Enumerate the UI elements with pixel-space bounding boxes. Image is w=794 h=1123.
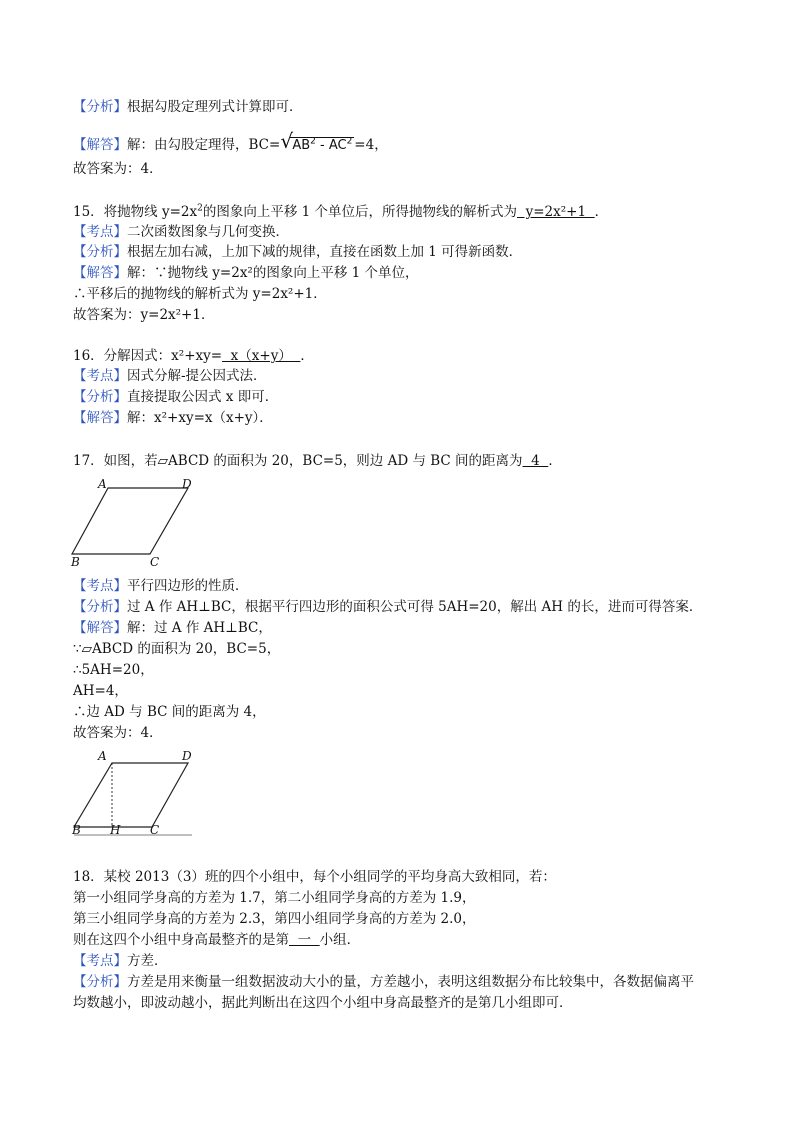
q15-exp: 2: [197, 203, 203, 214]
analysis-tag: 【分析】: [73, 389, 127, 405]
fig1-label-a: A: [98, 477, 107, 491]
fig1-label-c: C: [150, 555, 160, 569]
q16-stem-end: ．: [300, 348, 314, 364]
answer-tag: 【解答】: [73, 410, 127, 426]
q16-answer-line: [73, 409, 273, 427]
q15-stem-pre: 15．将抛物线 y=2x: [73, 204, 198, 220]
q17-blank: 4: [522, 453, 549, 469]
parallelogram-abcd-2: [74, 763, 188, 827]
q14-answer-pre: 解：由勾股定理得，BC=: [127, 137, 281, 153]
q17-topic-line: [73, 577, 249, 595]
exponent-b: 2: [346, 136, 353, 147]
q15-stem-end: ．: [594, 204, 609, 220]
q16-stem: [73, 347, 314, 365]
q17-ans4: AH=4，: [73, 683, 128, 699]
exponent-a: 2: [310, 136, 316, 147]
fig1-label-d: D: [182, 477, 192, 491]
q15-analysis: 根据左加右减，上加下减的规律，直接在函数上加 1 可得新函数．: [127, 244, 523, 260]
q14-answer-line: [73, 129, 388, 155]
parallelogram-figure-2: [68, 746, 198, 840]
fig2-label-h: H: [110, 823, 121, 837]
q18-line4: [73, 931, 360, 949]
analysis-tag: 【分析】: [73, 974, 127, 990]
analysis-tag: 【分析】: [73, 244, 127, 260]
radical-sign-icon: √: [280, 129, 294, 153]
q18-topic-line: [73, 952, 168, 970]
q18-line4-pre: 则在这四个小组中身高最整齐的是第: [73, 932, 289, 948]
q16-topic: 因式分解-提公因式法．: [127, 368, 267, 384]
q17-ans1: 解：过 A 作 AH⊥BC，: [127, 620, 272, 636]
q17-stem-end: ．: [548, 453, 562, 469]
radicand-a: AB: [292, 138, 311, 153]
q17-topic: 平行四边形的性质．: [127, 578, 249, 594]
q14-answer-post: =4，: [354, 137, 388, 153]
q18-line1: 18．某校 2013（3）班的四个小组中，每个小组同学的平均身高大致相同，若：: [73, 869, 556, 885]
parallelogram-abcd: [72, 488, 188, 554]
q15-topic-line: [73, 223, 289, 241]
fig1-label-b: B: [71, 555, 80, 569]
q15-final: 故答案为：y=2x²+1．: [73, 307, 215, 323]
q15-answer1: 解：∵抛物线 y=2x²的图象向上平移 1 个单位，: [127, 265, 419, 281]
radicand-b: - AC: [315, 138, 347, 153]
q18-line2: 第一小组同学身高的方差为 1.7，第二小组同学身高的方差为 1.9，: [73, 890, 476, 906]
topic-tag: 【考点】: [73, 953, 127, 969]
q17-ans5: ∴边 AD 与 BC 间的距离为 4，: [73, 704, 266, 720]
q18-analysis1: 方差是用来衡量一组数据波动大小的量，方差越小，表明这组数据分布比较集中，各数据偏离平: [127, 974, 694, 990]
topic-tag: 【考点】: [73, 368, 127, 384]
fig2-label-c: C: [150, 823, 160, 837]
answer-tag: 【解答】: [73, 265, 127, 281]
q14-analysis-line: [73, 98, 303, 116]
q17-stem: [73, 452, 562, 470]
q16-analysis: 直接提取公因式 x 即可．: [127, 389, 279, 405]
q16-topic-line: [73, 367, 267, 385]
q18-topic: 方差．: [127, 953, 168, 969]
topic-tag: 【考点】: [73, 224, 127, 240]
analysis-tag: 【分析】: [73, 99, 127, 115]
q17-answer-line: [73, 619, 272, 637]
q16-blank: x（x+y）: [222, 348, 301, 364]
fig2-label-b: B: [72, 823, 81, 837]
fig2-label-d: D: [182, 749, 192, 763]
fig2-label-a: A: [98, 749, 107, 763]
q15-blank: y=2x²+1: [517, 204, 595, 220]
q15-answer-line: [73, 264, 419, 282]
q18-analysis2: 均数越小，即波动越小，据此判断出在这四个小组中身高最整齐的是第几小组即可．: [73, 995, 573, 1011]
q17-ans3: ∴5AH=20，: [73, 662, 154, 678]
q18-line3: 第三小组同学身高的方差为 2.3，第四小组同学身高的方差为 2.0，: [73, 911, 476, 927]
q15-stem: [73, 203, 608, 221]
q17-analysis: 过 A 作 AH⊥BC，根据平行四边形的面积公式可得 5AH=20，解出 AH 的长，进而可得答案．: [127, 599, 703, 615]
q17-analysis-line: [73, 598, 702, 616]
q15-topic: 二次函数图象与几何变换．: [127, 224, 289, 240]
q15-answer2: ∴平移后的抛物线的解析式为 y=2x²+1．: [73, 286, 327, 302]
analysis-tag: 【分析】: [73, 599, 127, 615]
q17-final: 故答案为：4．: [73, 725, 163, 741]
topic-tag: 【考点】: [73, 578, 127, 594]
parallelogram-figure-1: [68, 476, 208, 570]
q16-answer: 解：x²+xy=x（x+y）．: [127, 410, 273, 426]
q18-analysis-line: [73, 973, 694, 991]
q18-line4-end: 小组．: [319, 932, 361, 948]
q14-final: 故答案为：4．: [73, 161, 163, 177]
q15-analysis-line: [73, 243, 522, 261]
q15-stem-mid: 的图象向上平移 1 个单位后，所得抛物线的解析式为: [202, 204, 518, 220]
answer-tag: 【解答】: [73, 137, 127, 153]
answer-tag: 【解答】: [73, 620, 127, 636]
q14-analysis-text: 根据勾股定理列式计算即可．: [127, 99, 303, 115]
sqrt-expression: [280, 129, 354, 155]
q16-stem-pre: 16．分解因式：x²+xy=: [73, 348, 223, 364]
q17-stem-pre: 17．如图，若▱ABCD 的面积为 20，BC=5，则边 AD 与 BC 间的距离为: [73, 453, 523, 469]
q16-analysis-line: [73, 388, 278, 406]
q18-blank: 一: [289, 932, 320, 948]
q17-ans2: ∵▱ABCD 的面积为 20，BC=5，: [73, 641, 281, 657]
